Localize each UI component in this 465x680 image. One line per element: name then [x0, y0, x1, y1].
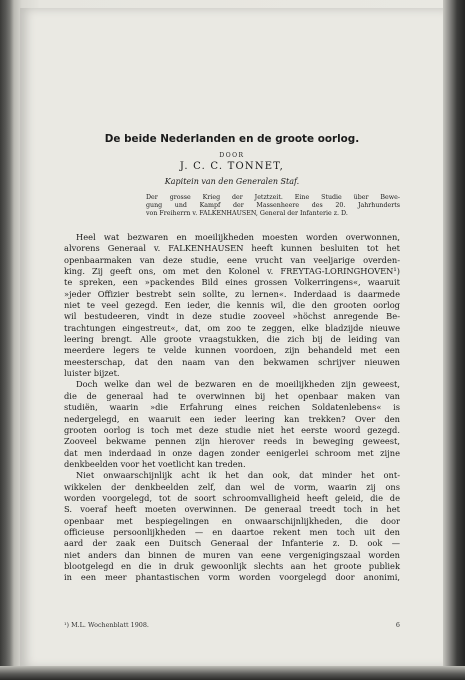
text-line: blootgelegd en die in druk gewoonlijk slechts aan het groote publiek — [64, 560, 400, 571]
author-name: J. C. C. TONNET, — [179, 161, 285, 172]
text-line: wikkelen der denkbeelden zelf, dan wel de vorm, waarin zij ons — [64, 481, 400, 492]
text-line: leering brengt. Alle groote vraagstukken, die zich bij de leiding van — [64, 334, 400, 345]
article-title: De beide Nederlanden en de groote oorlog. — [104, 133, 360, 145]
text-line: Doch welke dan wel de bezwaren en de moeilijkheden zijn geweest, — [76, 379, 400, 390]
paragraph-2 — [64, 379, 400, 470]
text-line: officieuse persoonlijkheden — en daartoe rekent men toch uit den — [64, 526, 400, 537]
signature-mark: 6 — [395, 621, 400, 629]
text-line: in een meer phantastischen vorm worden voorgelegd door anonimi, — [64, 572, 400, 583]
text-line: wil bestudeeren, vindt in deze studie zooveel »höchst anregende Be- — [64, 311, 400, 322]
text-line: studiën, waarin »die Erfahrung eines reichen Soldatenlebens« is — [64, 402, 400, 413]
epigraph-line: gung und Kampf der Massenheere des 20. Jahrhunderts — [146, 202, 400, 209]
text-line: trachtungen eingestreut«, dat, om zoo te zeggen, elke bladzijde nieuwe — [64, 322, 400, 333]
text-line: alvorens Generaal v. FALKENHAUSEN heeft kunnen besluiten tot het — [64, 243, 400, 254]
paragraph-3 — [64, 470, 400, 583]
text-line: openbaarmaken van deze studie, eene vrucht van veeljarige overden- — [64, 254, 400, 265]
text-line: grooten oorlog is toch met deze studie niet het eerste woord gezegd. — [64, 424, 400, 435]
byline-prefix: DOOR — [219, 152, 245, 159]
text-line: S. voeraf heeft moeten overwinnen. De generaal treedt toch in het — [64, 504, 400, 515]
text-line: Zooveel bekwame pennen zijn hierover reeds in beweging geweest, — [64, 436, 400, 447]
text-line: niet anders dan binnen de muren van eene vergenigingszaal worden — [64, 549, 400, 560]
text-line: »jeder Offizier bestrebt sein sollte, zu lernen«. Inderdaad is daarmede — [64, 288, 400, 299]
text-line: openbaar met bespiegelingen en onwaarschijnlijkheden, die door — [64, 515, 400, 526]
epigraph-line: von Freiherrn v. FALKENHAUSEN, General der Infanterie z. D. — [146, 210, 348, 217]
text-line: nedergelegd, en waaruit een ieder leering kan trekken? Over den — [64, 413, 400, 424]
author-role: Kapitein van den Generalen Staf. — [164, 177, 300, 186]
text-line: aard der zaak een Duitsch Generaal der Infanterie z. D. ook — — [64, 538, 400, 549]
text-line: die de generaal had te overwinnen bij het openbaar maken van — [64, 390, 400, 401]
page-edge-right — [443, 0, 465, 680]
text-line: denkbeelden voor het voetlicht kan treden. — [64, 458, 246, 469]
page-edge-bottom — [0, 666, 465, 680]
page-content — [64, 133, 400, 584]
text-line: worden voorgelegd, tot de soort schroomvalligheid heeft geleid, die de — [64, 492, 400, 503]
text-line: dat men inderdaad in onze dagen zonder eenigerlei schroom met zijne — [64, 447, 400, 458]
text-line: meerdere legers te velde kunnen voordoen, zijn behandeld met een — [64, 345, 400, 356]
text-line: te spreken, een »packendes Bild eines grossen Volkerringens«, waaruit — [64, 277, 400, 288]
text-line: meesterschap, dat den naam van den bekwamen schrijver nieuwen — [64, 356, 400, 367]
text-line: niet te veel gezegd. Een ieder, die kennis wil, die den grooten oorlog — [64, 300, 400, 311]
epigraph — [146, 194, 400, 218]
text-line: Heel wat bezwaren en moeilijkheden moesten worden overwonnen, — [76, 232, 400, 242]
footnote: ¹) M.L. Wochenblatt 1908. — [64, 621, 149, 629]
paragraph-1 — [64, 232, 400, 379]
text-line: king. Zij geeft ons, om met den Kolonel v. FREYTAG-LORINGHOVEN¹) — [64, 266, 400, 277]
epigraph-line: Der grosse Krieg der Jetztzeit. Eine Studie über Bewe- — [146, 194, 400, 201]
text-line: Niet onwaarschijnlijk acht ik het dan ook, dat minder het ont- — [76, 470, 400, 481]
text-line: luister bijzet. — [64, 368, 120, 379]
